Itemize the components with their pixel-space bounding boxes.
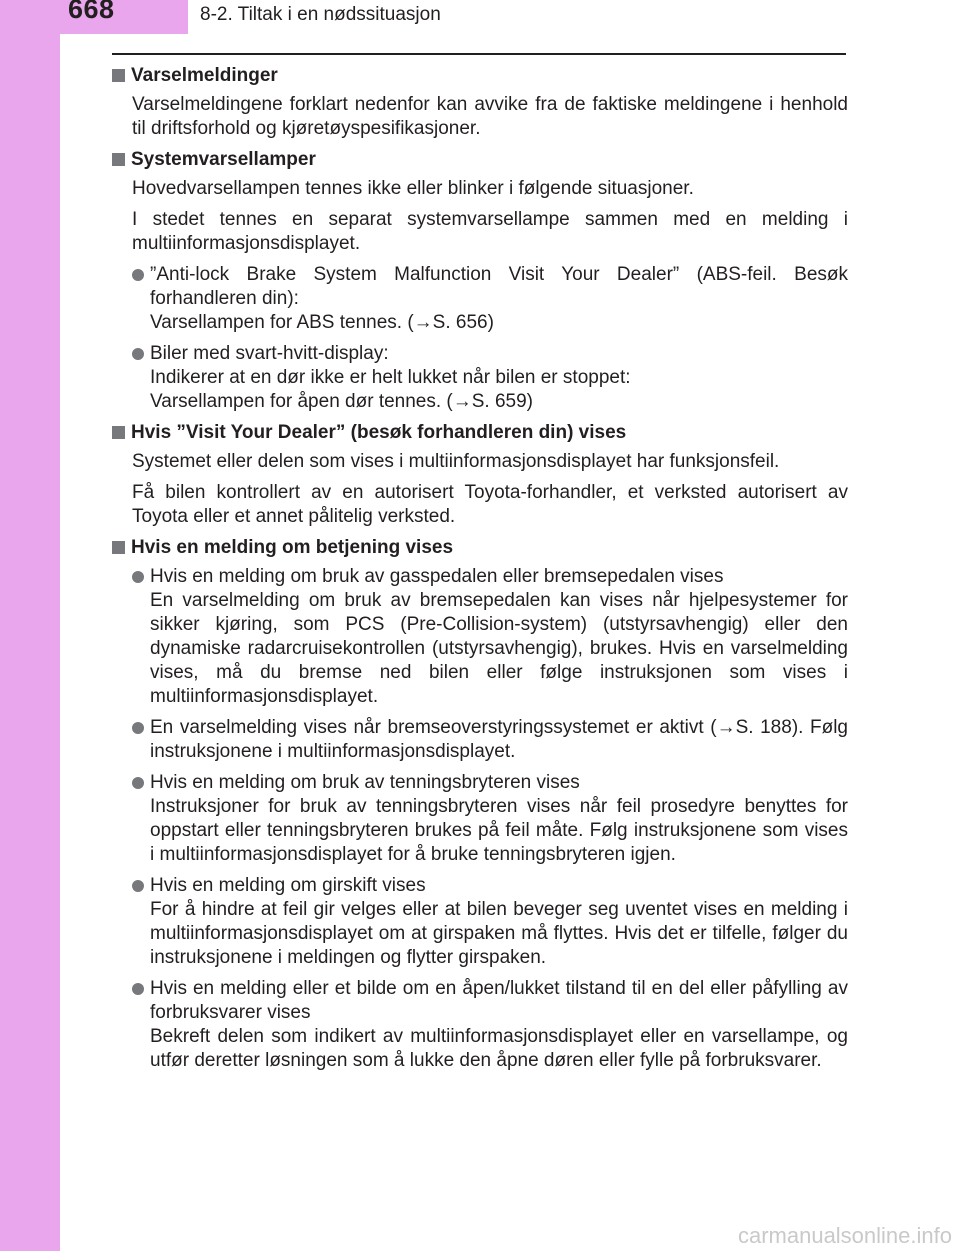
bullet-line: Varsellampen for åpen dør tennes. (→S. 659) (150, 391, 534, 412)
heading-text: Varselmeldinger (131, 65, 278, 86)
paragraph: Få bilen kontrollert av en autorisert Toyota-forhandler, et verksted autorisert av Toyota eller et annet pålitelig verksted. (132, 482, 848, 527)
bullet-line: ”Anti-lock Brake System Malfunction Visit Your Dealer” (ABS-feil. Besøk forhandleren din): (150, 264, 848, 309)
page-content (112, 64, 848, 1080)
heading-text: Systemvarsellamper (131, 149, 316, 170)
bullet-line: En varselmelding vises når bremseoverstyringssystemet er aktivt (→S. 188). Følg instruksjonene i multiinformasjonsdisplayet. (150, 717, 848, 762)
round-bullet-icon (132, 722, 144, 734)
bullet-line: For å hindre at feil gir velges eller at bilen beveger seg uventet vises en melding i multiinformasjonsdisplayet om at girspaken må flyttes. Hvis det er tilfelle, følger du instruksjonene i meldingen og flytter girspaken. (150, 899, 848, 968)
square-bullet-icon (112, 69, 125, 82)
bullet-line: Indikerer at en dør ikke er helt lukket når bilen er stoppet: (150, 367, 631, 388)
list-item (132, 565, 848, 709)
bullet-line: Hvis en melding om bruk av gasspedalen eller bremsepedalen vises (150, 566, 724, 587)
heading-visit-your-dealer (112, 421, 848, 445)
bullet-line: En varselmelding om bruk av bremsepedalen kan vises når hjelpesystemer for sikker kjøring, som PCS (Pre-Collision-system) (utstyrsavhengig) eller den dynamiske radarcruisekontrollen (utstyrsavhengig), brukes. Hvis en varselmelding vises, må du bremse ned bilen eller følge instruksjonen som vises i multiinformasjonsdisplayet. (150, 590, 848, 707)
heading-text: Hvis ”Visit Your Dealer” (besøk forhandleren din) vises (131, 422, 627, 443)
round-bullet-icon (132, 880, 144, 892)
list-item (132, 716, 848, 764)
paragraph: Hovedvarsellampen tennes ikke eller blinker i følgende situasjoner. (132, 178, 694, 199)
list-item (132, 771, 848, 867)
round-bullet-icon (132, 348, 144, 360)
bullet-line: Hvis en melding om girskift vises (150, 875, 426, 896)
heading-text: Hvis en melding om betjening vises (131, 537, 454, 558)
list-item (132, 342, 848, 414)
bullet-line: Varsellampen for ABS tennes. (→S. 656) (150, 312, 494, 333)
list-item (132, 263, 848, 335)
paragraph: Systemet eller delen som vises i multiinformasjonsdisplayet har funksjonsfeil. (132, 451, 780, 472)
square-bullet-icon (112, 153, 125, 166)
heading-betjening (112, 536, 848, 560)
bullet-line: Bekreft delen som indikert av multiinformasjonsdisplayet eller en varsellampe, og utfør deretter løsningen som å lukke den åpne døren eller fylle på forbruksvarer. (150, 1026, 848, 1071)
list-item (132, 977, 848, 1073)
heading-varselmeldinger (112, 64, 848, 88)
bullet-line: Hvis en melding om bruk av tenningsbryteren vises (150, 772, 580, 793)
round-bullet-icon (132, 269, 144, 281)
bullet-line: Instruksjoner for bruk av tenningsbryteren vises når feil prosedyre benyttes for oppstart eller tenningsbryteren brukes på feil måte. Følg instruksjonene som vises i multiinformasjonsdisplayet for å bruke tenningsbryteren igjen. (150, 796, 848, 865)
heading-systemvarsellamper (112, 148, 848, 172)
square-bullet-icon (112, 426, 125, 439)
watermark: carmanualsonline.info (737, 1223, 952, 1248)
list-item (132, 874, 848, 970)
header-rule (112, 53, 846, 55)
bullet-line: Hvis en melding eller et bilde om en åpen/lukket tilstand til en del eller påfylling av forbruksvarer vises (150, 978, 848, 1023)
square-bullet-icon (112, 541, 125, 554)
round-bullet-icon (132, 983, 144, 995)
round-bullet-icon (132, 777, 144, 789)
page-margin-band (0, 0, 60, 1251)
page-number: 668 (68, 0, 115, 24)
bullet-line: Biler med svart-hvitt-display: (150, 343, 389, 364)
round-bullet-icon (132, 571, 144, 583)
section-title: 8-2. Tiltak i en nødssituasjon (200, 4, 441, 25)
paragraph: I stedet tennes en separat systemvarsellampe sammen med en melding i multiinformasjonsdisplayet. (132, 209, 848, 254)
paragraph: Varselmeldingene forklart nedenfor kan avvike fra de faktiske meldingene i henhold til driftsforhold og kjøretøyspesifikasjoner. (132, 94, 848, 139)
